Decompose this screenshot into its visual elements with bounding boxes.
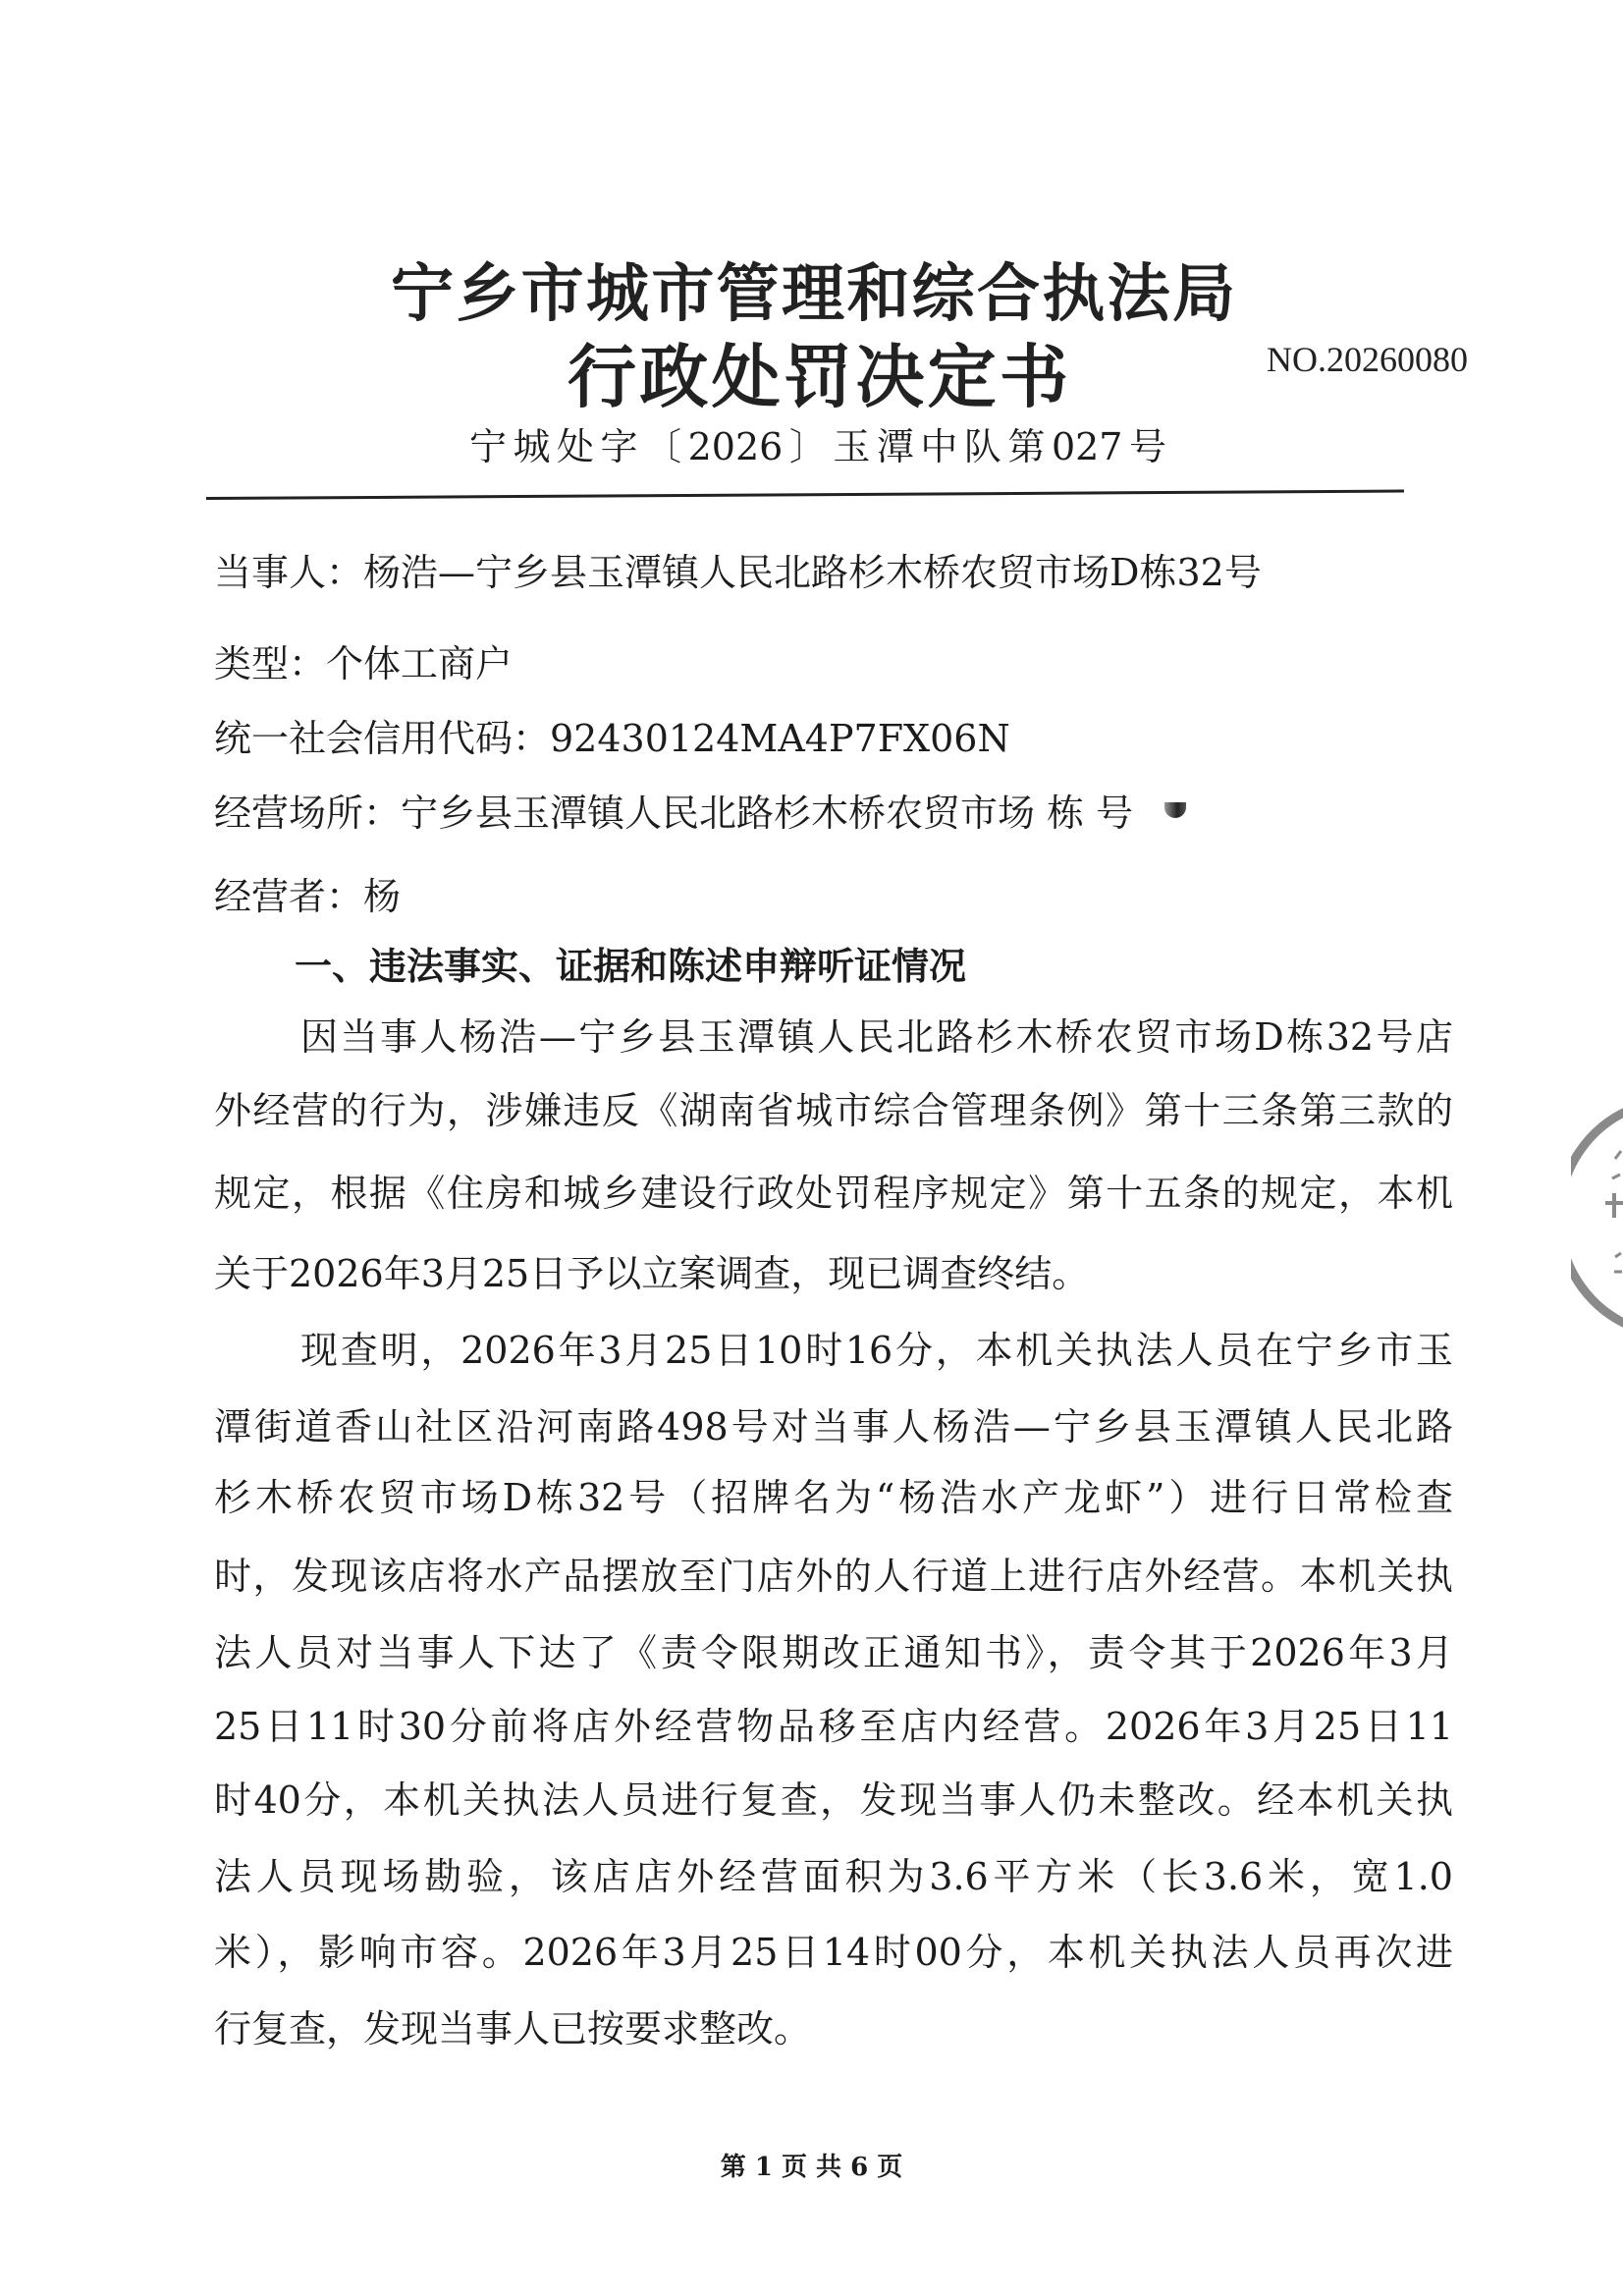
paragraph-line: 米），影响市容。2026年3月25日14时00分，本机关执法人员再次进 bbox=[214, 1931, 1453, 1974]
agency-title: 宁乡市城市管理和综合执法局 bbox=[391, 257, 1235, 331]
document-type-title: 行政处罚决定书 bbox=[568, 336, 1068, 417]
paragraph-line: 现查明，2026年3月25日10时16分，本机关执法人员在宁乡市玉 bbox=[300, 1329, 1453, 1372]
paragraph-line: 因当事人杨浩—宁乡县玉潭镇人民北路杉木桥农贸市场D栋32号店 bbox=[300, 1015, 1453, 1059]
premises-line: 经营场所：宁乡县玉潭镇人民北路杉木桥农贸市场 栋 号 bbox=[214, 792, 1134, 835]
section-heading: 一、违法事实、证据和陈述申辩听证情况 bbox=[295, 944, 967, 988]
paragraph-line: 关于2026年3月25日予以立案调查，现已调查终结。 bbox=[214, 1252, 1090, 1295]
credit-code-line: 统一社会信用代码：92430124MA4P7FX06N bbox=[214, 717, 1010, 760]
serial-number: NO.20260080 bbox=[1267, 340, 1468, 379]
reference-number: 宁城处字〔2026〕玉潭中队第027号 bbox=[469, 425, 1166, 468]
paragraph-line: 潭街道香山社区沿河南路498号对当事人杨浩—宁乡县玉潭镇人民北路 bbox=[214, 1405, 1453, 1449]
header-divider bbox=[206, 490, 1404, 500]
type-line: 类型：个体工商户 bbox=[214, 642, 514, 685]
paragraph-line: 法人员对当事人下达了《责令限期改正通知书》，责令其于2026年3月 bbox=[214, 1631, 1453, 1674]
paragraph-line: 时40分，本机关执法人员进行复查，发现当事人仍未整改。经本机关执 bbox=[214, 1778, 1453, 1822]
paragraph-line: 行复查，发现当事人已按要求整改。 bbox=[214, 2007, 812, 2050]
paragraph-line: 25日11时30分前将店外经营物品移至店内经营。2026年3月25日11 bbox=[214, 1705, 1453, 1748]
paragraph-line: 杉木桥农贸市场D栋32号（招牌名为“杨浩水产龙虾”）进行日常检查 bbox=[214, 1476, 1453, 1519]
official-seal bbox=[1571, 1100, 1623, 1336]
redaction-mark bbox=[1164, 802, 1186, 818]
paragraph-line: 法人员现场勘验，该店店外经营面积为3.6平方米（长3.6米，宽1.0 bbox=[214, 1855, 1453, 1898]
paragraph-line: 时，发现该店将水产品摆放至门店外的人行道上进行店外经营。本机关执 bbox=[214, 1555, 1453, 1598]
party-line: 当事人：杨浩—宁乡县玉潭镇人民北路杉木桥农贸市场D栋32号 bbox=[214, 551, 1262, 594]
page-indicator: 第 1 页 共 6 页 bbox=[720, 2153, 903, 2182]
paragraph-line: 外经营的行为，涉嫌违反《湖南省城市综合管理条例》第十三条第三款的 bbox=[214, 1089, 1453, 1132]
operator-line: 经营者：杨 bbox=[214, 875, 402, 918]
paragraph-line: 规定，根据《住房和城乡建设行政处罚程序规定》第十五条的规定，本机 bbox=[214, 1172, 1453, 1215]
